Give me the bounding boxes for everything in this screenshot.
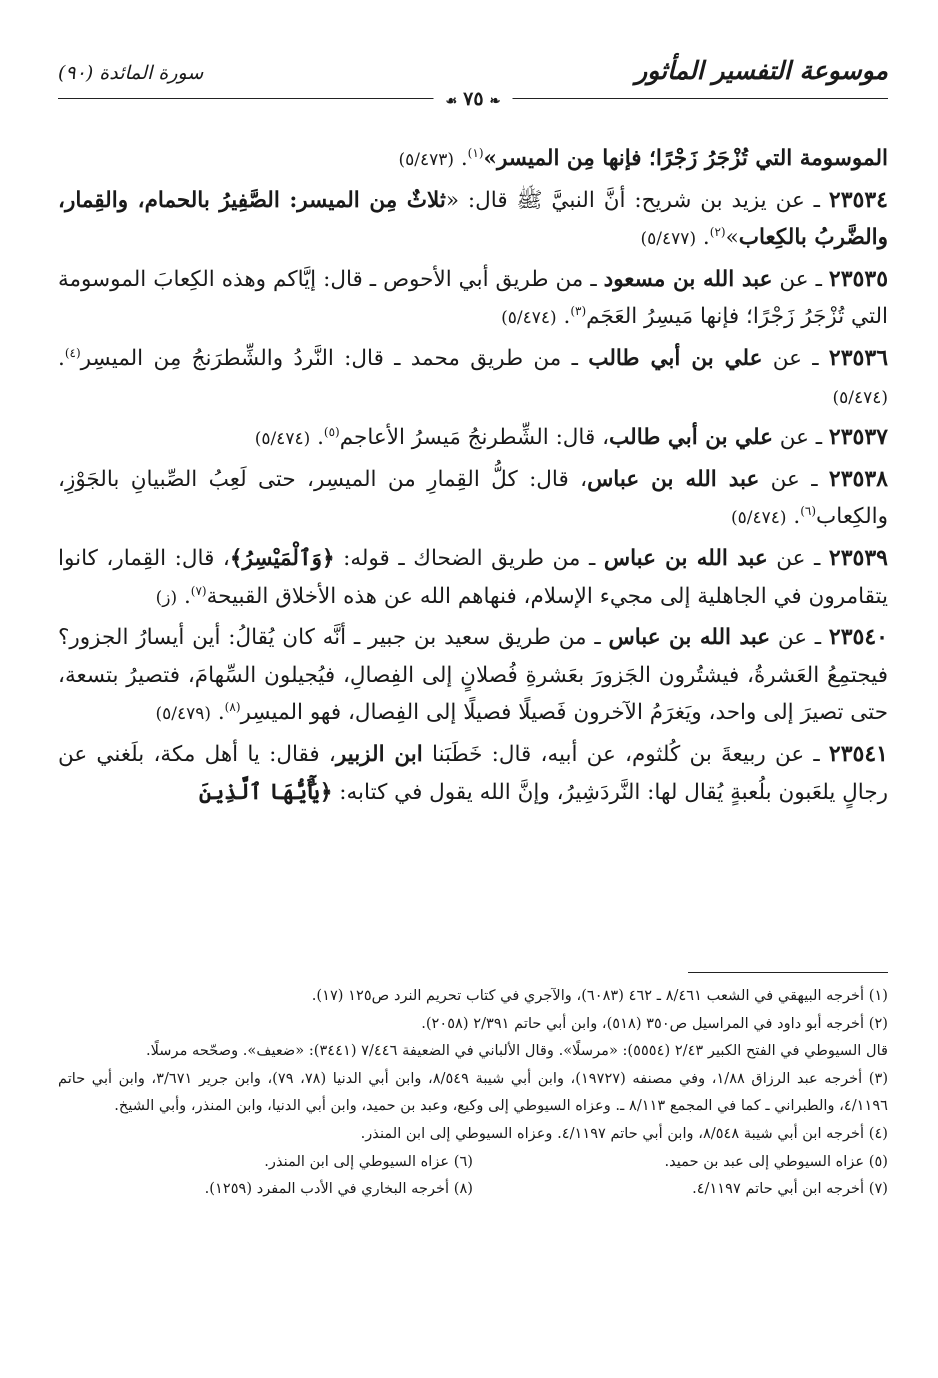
volume-page-ref: (٥/٤٧٤) [731,508,787,529]
volume-page-ref: (٥/٤٧٣) [398,150,454,170]
entry-text: . [58,345,65,371]
narration-entry [58,182,888,259]
page-number-block [434,88,513,110]
footnote-marker: (٦) [800,504,817,519]
footnote-marker: (٣) [570,304,587,319]
entry-number: ٢٣٥٣٩ [828,544,888,571]
entry-number: ٢٣٥٣٨ [828,465,888,492]
entry-text: ، قال: القِمار، كانوا يتقامرون في الجاهلية إلى مجيء الإسلام، فنهاهم الله عن هذه الأخلاق القبيحة [58,545,888,609]
footnote: (٧) أخرجه ابن أبي حاتم ٤/١١٩٧. [692,1180,888,1198]
narration-entry [58,540,888,617]
running-header [58,52,888,110]
narration-entry [58,419,888,459]
volume-page-ref: (٥/٤٧٤) [254,429,311,450]
entry-text: ﴿وَٱلْمَيْسِرُ﴾ [229,545,335,571]
entry-text: علي بن أبي طالب [609,425,773,451]
narration-entry [58,619,888,734]
entry-text: ، قال: الشِّطرنجُ مَيسرُ الأعاجم [339,425,610,451]
entry-number: ٢٣٥٣٧ [828,424,888,451]
footnote: (٣) أخرجه عبد الرزاق ١/٨٨، وفي مصنفه (١٩٧٢٧)، وابن أبي شيبة ٨/٥٤٩، وابن أبي الدنيا (٧٨، ٧٩)، وابن جرير ٣/٦٧١، وابن أبي حاتم ٤/١١٩٦، والطبراني ـ كما في المجمع ٨/١١٣ ـ. وعزاه السيوطي إلى وكيع، وعبد بن حميد، وابن أبي الدنيا، وابن المنذر، وأبي الشيخ. [58,1069,889,1115]
footnote-separator [688,972,888,973]
footnote: قال السيوطي في الفتح الكبير ٢/٤٣ (٥٥٥٤): «مرسلًا». وقال الألباني في الضعيفة ٧/٤٤٦ (٣٤٤١): «ضعيف». وصحّحه مرسلًا. [145,1042,888,1060]
entry-text: عبد الله بن عباس [608,625,771,651]
entry-number: ٢٣٥٣٤ [828,186,888,213]
narration-entry [58,736,888,811]
narration-entry [58,340,888,417]
entry-text: الموسومة التي تُزْجَرُ زَجْرًا؛ فإنها مِن الميسر» [483,146,888,171]
entry-text: عبد الله بن مسعود [603,266,773,292]
narration-entry [58,140,888,180]
ornament-icon: ☙ [445,94,458,109]
entry-text: عبد الله بن عباس [603,545,768,571]
volume-page-ref: (٥/٤٧٤) [832,387,888,408]
entry-text: » [725,225,739,251]
footnote: (٢) أخرجه أبو داود في المراسيل ص٣٥٠ (٥١٨)، وابن أبي حاتم ٢/٣٩١ (٢٠٥٨). [421,1014,888,1032]
entry-text: ـ عن [767,545,829,571]
main-text [58,140,888,813]
entry-text: . [454,146,468,171]
footnote-marker: (٨) [224,700,241,715]
entry-text: ـ عن ربيعةَ بن كُلثوم، عن أبيه، قال: خَطَبَنا [422,741,829,767]
volume-page-ref: (٥/٤٧٤) [501,308,557,329]
footnote-marker: (١) [467,145,484,160]
volume-page-ref: (٥/٤٧٧) [640,229,697,250]
footnote: (١) أخرجه البيهقي في الشعب ٨/٤٦١ ـ ٤٦٢ (٦٠٨٣)، والآجري في كتاب تحريم النرد ص١٢٥ (١٧). [311,987,888,1004]
footnote-marker: (٥) [323,425,340,439]
entry-text: ـ عن يزيد بن شريح: أنَّ النبيَّ ﷺ قال: « [445,187,829,213]
entry-text: ـ من طريق الضحاك ـ قوله: [334,545,604,571]
entry-text: عبد الله بن عباس [587,466,760,492]
book-title: موسوعة التفسير المأثور [635,56,888,85]
footnote: (٨) أخرجه البخاري في الأدب المفرد (١٢٥٩). [204,1180,473,1198]
entry-text: ـ من طريق أبي الأحوص ـ قال: إيَّاكم وهذه الكِعابَ الموسومة التي تُزْجَرُ زَجْرًا؛ فإنها مَيسِرُ العَجَم [58,266,888,330]
entry-number: ٢٣٥٣٦ [828,344,889,371]
entry-text: ثلاثٌ مِن الميسر: الصَّفِيرُ بالحمام، والقِمار، والضَّربُ بالكِعاب [58,187,888,251]
entry-text: ـ عن [759,466,829,492]
entry-text: ، فقال: يا أهل مكة، بلَغني عن رجالٍ يلعَبون بلُعبةٍ يُقال لها: النَّردَشِيرُ، وإنَّ الله يقول في كتابه: [58,741,888,805]
volume-page-ref: (ز) [155,587,178,608]
entry-number: ٢٣٥٤٠ [828,624,888,651]
entry-number: ٢٣٥٤١ [828,740,888,767]
footnote: (٤) أخرجه ابن أبي شيبة ٨/٥٤٨، وابن أبي حاتم ٤/١١٩٧. وعزاه السيوطي إلى ابن المنذر. [360,1124,888,1142]
entry-text: ـ عن [770,625,829,651]
entry-text: ـ عن [772,266,829,292]
narration-entry [58,261,888,338]
surah-reference: سورة المائدة (٩٠) [58,62,204,84]
footnote-marker: (٤) [64,345,81,360]
entry-text: ابن الزبير [335,741,423,767]
entry-text: . [177,583,191,609]
volume-page-ref: (٥/٤٧٩) [155,704,211,725]
narration-entry [58,461,888,538]
footnotes [58,982,888,1203]
entry-text: ﴿يَٰٓأَيُّهَا ٱلَّذِينَ [198,779,333,805]
entry-text: . [211,700,225,726]
footnote: (٦) عزاه السيوطي إلى ابن المنذر. [264,1152,473,1170]
entry-text: ـ عن [772,425,829,451]
entry-text: ـ عن [762,345,829,371]
footnote-marker: (٢) [709,225,726,240]
footnote-row [58,1175,888,1203]
entry-text: ـ من طريق سعيد بن جبير ـ أنَّه كان يُقالُ: أين أيسارُ الجزور؟ فيجتمِعُ العَشرةُ، فيشتُرون الجَزورَ بعَشرةِ فُصلانٍ إلى الفِصالِ، فيُجيلون السِّهامَ، فتصيرُ بتسعة، حتى تصيرَ إلى واحد، ويَغرَمُ الآخرون فَصيلًا فصيلًا إلى الفِصال، فهو الميسِر [58,625,888,726]
entry-text: . [696,225,710,251]
entry-text: . [786,504,801,530]
entry-text: ، قال: كلُّ القِمارِ من الميسِر، حتى لَعِبُ الصِّبيانِ بالجَوْزِ، والكِعاب [58,466,888,530]
footnote-row [58,1148,888,1176]
ornament-icon: ❧ [489,94,501,109]
entry-text: علي بن أبي طالب [588,345,763,371]
page-number: ٧٥ [463,88,484,110]
page [58,52,888,1352]
entry-text: . [556,304,571,330]
entry-number: ٢٣٥٣٥ [828,265,889,292]
entry-text: ـ من طريق محمد ـ قال: النَّردُ والشِّطرَنجُ مِن الميسِر [80,345,589,371]
footnote-marker: (٧) [190,583,207,598]
entry-text: . [310,425,324,451]
footnote: (٥) عزاه السيوطي إلى عبد بن حميد. [664,1152,888,1170]
